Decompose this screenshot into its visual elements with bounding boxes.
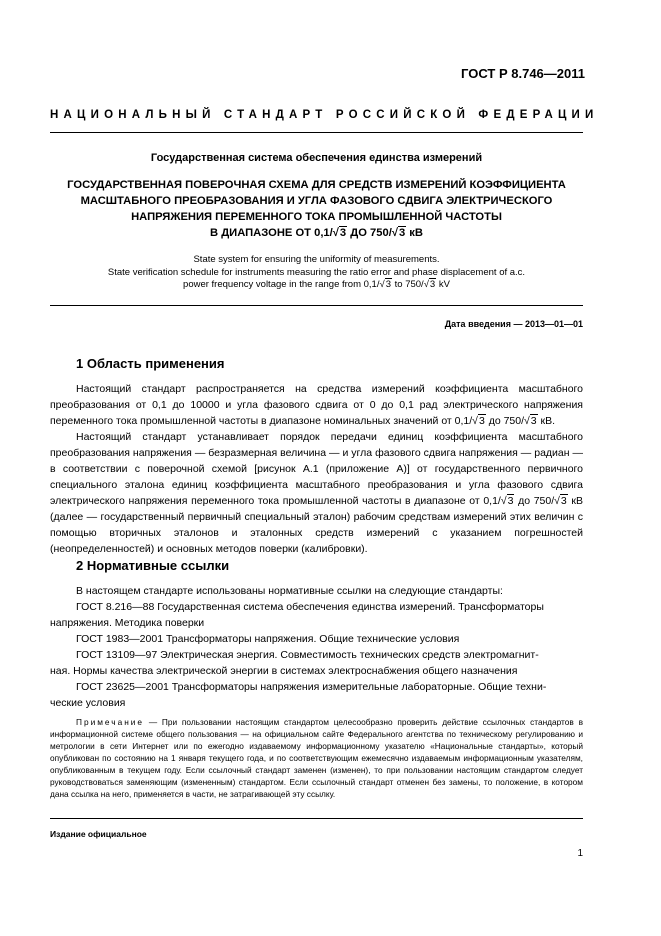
main-title <box>60 177 573 241</box>
main-title-line: ГОСУДАРСТВЕННАЯ ПОВЕРОЧНАЯ СХЕМА ДЛЯ СРЕДСТВ ИЗМЕРЕНИЙ КОЭФФИЦИЕНТА <box>67 179 566 191</box>
section-1-body <box>50 381 583 557</box>
note-label: Примечание <box>76 717 145 727</box>
national-standard-banner: НАЦИОНАЛЬНЫЙ СТАНДАРТ РОССИЙСКОЙ ФЕДЕРАЦИИ <box>50 109 599 121</box>
effective-date: Дата введения — 2013—01—01 <box>444 319 583 329</box>
header-divider <box>50 132 583 133</box>
section-1-heading: 1 Область применения <box>76 356 225 371</box>
reference-item-cont: напряжения. Методика поверки <box>50 617 205 629</box>
edition-label: Издание официальное <box>50 829 147 839</box>
footer-divider <box>50 818 583 819</box>
note <box>50 716 583 800</box>
paragraph: Настоящий стандарт устанавливает порядок передачи единиц коэффициента масштабного преобразования напряжения — безразмерная величина — и угла фазового сдвига напряжения — радиан — в соответствии с поверочной схемой [рисунок А.1 (приложение А)] от государственного первичного специального эталона единиц коэффициента масштабного преобразования и угла фазового сдвига электрического напряжения переменного тока промышленной частоты в диапазоне от 0,1/√3 до 750/√3 кВ (далее — государственный первичный специальный эталон) рабочим средствам измерений этих величин с помощью вторичных эталонов и эталонных средств измерений с указанием погрешностей (неопределенностей) и основных методов поверки (калибровки). <box>50 431 583 555</box>
title-divider <box>50 305 583 306</box>
document-id: ГОСТ Р 8.746—2011 <box>461 66 585 81</box>
page-number: 1 <box>577 848 583 859</box>
reference-item: ГОСТ 8.216—88 Государственная система обеспечения единства измерений. Трансформаторы <box>76 601 544 613</box>
section-2-heading: 2 Нормативные ссылки <box>76 558 230 573</box>
english-title-line: State system for ensuring the uniformity of measurements. <box>193 254 440 265</box>
reference-item-cont: ная. Нормы качества электрической энергии в системах электроснабжения общего назначения <box>50 665 518 677</box>
main-title-line: В ДИАПАЗОНЕ ОТ 0,1/√3 ДО 750/√3 кВ <box>210 227 423 239</box>
reference-item: ГОСТ 13109—97 Электрическая энергия. Совместимость технических средств электромагнит- <box>76 649 539 661</box>
system-subtitle: Государственная система обеспечения единства измерений <box>150 152 483 164</box>
english-title-line: power frequency voltage in the range from 0,1/√3 to 750/√3 kV <box>183 279 450 290</box>
english-title-line: State verification schedule for instruments measuring the ratio error and phase displacement of a.c. <box>107 266 526 278</box>
note-text: — При пользовании настоящим стандартом целесообразно проверить действие ссылочных стандартов в информационной системе общего пользования — на официальном сайте Федерального агентства по техническому регулированию и метрологии в сети Интернет или по ежегодно издаваемому информационному указателю «Национальные стандарты», который опубликован по состоянию на 1 января текущего года, и по соответствующим ежемесячно издаваемым информационным указателям, опубликованным в текущем году. Если ссылочный стандарт заменен (изменен), то при пользовании настоящим стандартом следует руководствоваться заменяющим (измененным) стандартом. Если ссылочный стандарт отменен без замены, то положение, в котором дана ссылка на него, применяется в части, не затрагивающей эту ссылку. <box>50 717 583 799</box>
reference-item: ГОСТ 23625—2001 Трансформаторы напряжения измерительные лабораторные. Общие техни- <box>76 681 547 693</box>
reference-item: ГОСТ 1983—2001 Трансформаторы напряжения. Общие технические условия <box>76 633 460 645</box>
references-list <box>50 583 583 711</box>
english-title <box>60 254 573 292</box>
paragraph: Настоящий стандарт распространяется на средства измерений коэффициента масштабного преобразования от 0,1 до 10000 и угла фазового сдвига от 0 до 0,1 рад электрического напряжения переменного тока промышленной частоты в диапазоне номинальных значений от 0,1/√3 до 750/√3 кВ. <box>50 383 583 427</box>
main-title-line: НАПРЯЖЕНИЯ ПЕРЕМЕННОГО ТОКА ПРОМЫШЛЕННОЙ ЧАСТОТЫ <box>131 211 502 223</box>
main-title-line: МАСШТАБНОГО ПРЕОБРАЗОВАНИЯ И УГЛА ФАЗОВОГО СДВИГА ЭЛЕКТРИЧЕСКОГО <box>80 195 553 207</box>
reference-item-cont: ческие условия <box>50 697 126 709</box>
references-intro: В настоящем стандарте использованы нормативные ссылки на следующие стандарты: <box>76 585 503 597</box>
